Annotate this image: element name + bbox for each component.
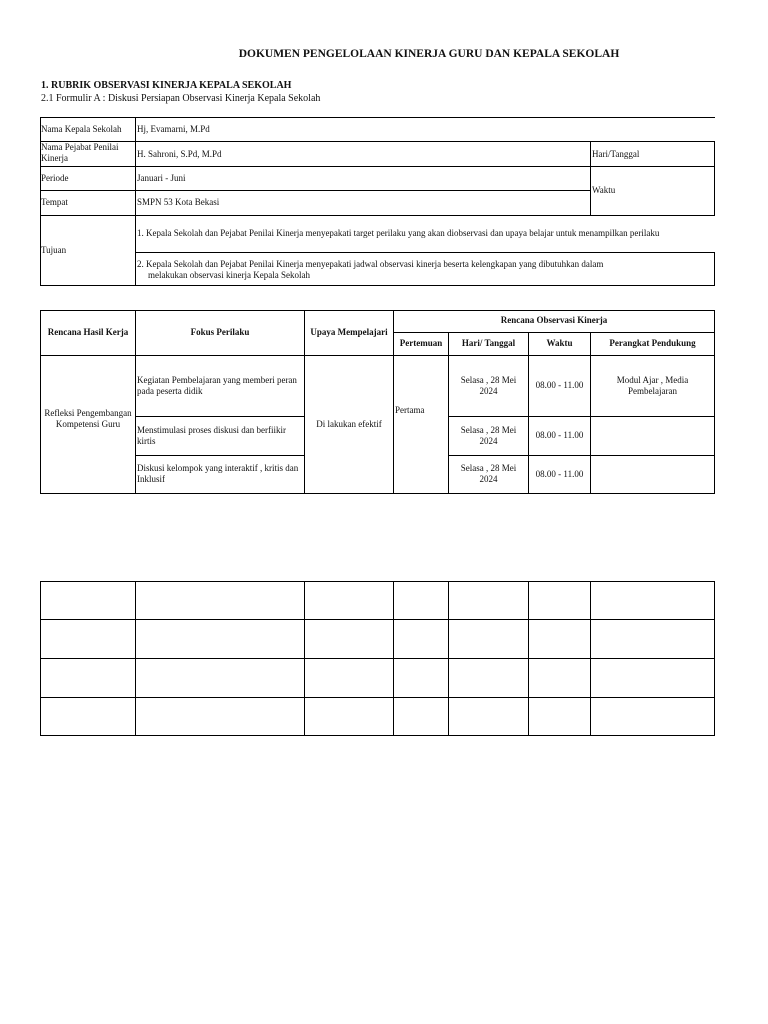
waktu-row-3: 08.00 - 11.00 <box>535 469 584 479</box>
fokus-row-2: Menstimulasi proses diskusi dan berfiikir kirtis <box>137 425 286 446</box>
section-heading: 1. RUBRIK OBSERVASI KINERJA KEPALA SEKOLAH <box>41 80 292 91</box>
header-perangkat-pendukung: Perangkat Pendukung <box>609 338 696 348</box>
pejabat-label: Nama Pejabat Penilai Kinerja <box>41 142 119 163</box>
waktu-row-2: 08.00 - 11.00 <box>535 430 584 440</box>
tempat-value: SMPN 53 Kota Bekasi <box>137 197 220 207</box>
tujuan-label: Tujuan <box>41 245 67 255</box>
header-upaya-mempelajari: Upaya Mempelajari <box>310 327 388 337</box>
perangkat-row-1: Modul Ajar , Media Pembelajaran <box>616 375 689 396</box>
waktu-row-1: 08.00 - 11.00 <box>535 380 584 390</box>
header-waktu: Waktu <box>546 338 573 348</box>
header-rencana-observasi: Rencana Observasi Kinerja <box>500 315 608 325</box>
hari-tanggal-label: Hari/Tanggal <box>592 149 640 159</box>
form-subheading: 2.1 Formulir A : Diskusi Persiapan Observasi Kinerja Kepala Sekolah <box>41 93 321 104</box>
document-title: DOKUMEN PENGELOLAAN KINERJA GURU DAN KEPALA SEKOLAH <box>238 48 620 60</box>
nama-kepala-value: Hj, Evamarni, M.Pd <box>137 124 210 134</box>
header-fokus-perilaku: Fokus Perilaku <box>190 327 250 337</box>
header-rencana-hasil-kerja: Rencana Hasil Kerja <box>47 327 129 337</box>
pejabat-value: H. Sahroni, S.Pd, M.Pd <box>137 149 222 159</box>
upaya-value: Di lakukan efektif <box>316 419 382 429</box>
rencana-hasil-kerja-value: Refleksi Pengembangan Kompetensi Guru <box>44 408 132 429</box>
hari-row-2: Selasa , 28 Mei 2024 <box>460 425 517 446</box>
tujuan-item-2: 2. Kepala Sekolah dan Pejabat Penilai Kinerja menyepakati jadwal observasi kinerja beserta kelengkapan yang dibutuhkan dalam <box>137 259 604 269</box>
hari-row-3: Selasa , 28 Mei 2024 <box>460 463 517 484</box>
hari-row-1: Selasa , 28 Mei 2024 <box>460 375 517 396</box>
nama-kepala-label: Nama Kepala Sekolah <box>41 124 122 134</box>
header-hari-tanggal: Hari/ Tanggal <box>461 338 516 348</box>
fokus-row-1: Kegiatan Pembelajaran yang memberi peran pada peserta didik <box>137 375 297 396</box>
periode-value: Januari - Juni <box>137 173 186 183</box>
header-pertemuan: Pertemuan <box>399 338 443 348</box>
tempat-label: Tempat <box>41 197 68 207</box>
fokus-row-3: Diskusi kelompok yang interaktif , kritis dan Inklusif <box>137 463 299 484</box>
tujuan-item-1: 1. Kepala Sekolah dan Pejabat Penilai Kinerja menyepakati target perilaku yang akan diobservasi dan upaya belajar untuk menampilkan perilaku <box>137 228 660 238</box>
periode-label: Periode <box>41 173 69 183</box>
tujuan-item-2-cont: melakukan observasi kinerja Kepala Sekolah <box>148 270 310 280</box>
pertemuan-value: Pertama <box>395 405 425 415</box>
waktu-label: Waktu <box>592 185 616 195</box>
